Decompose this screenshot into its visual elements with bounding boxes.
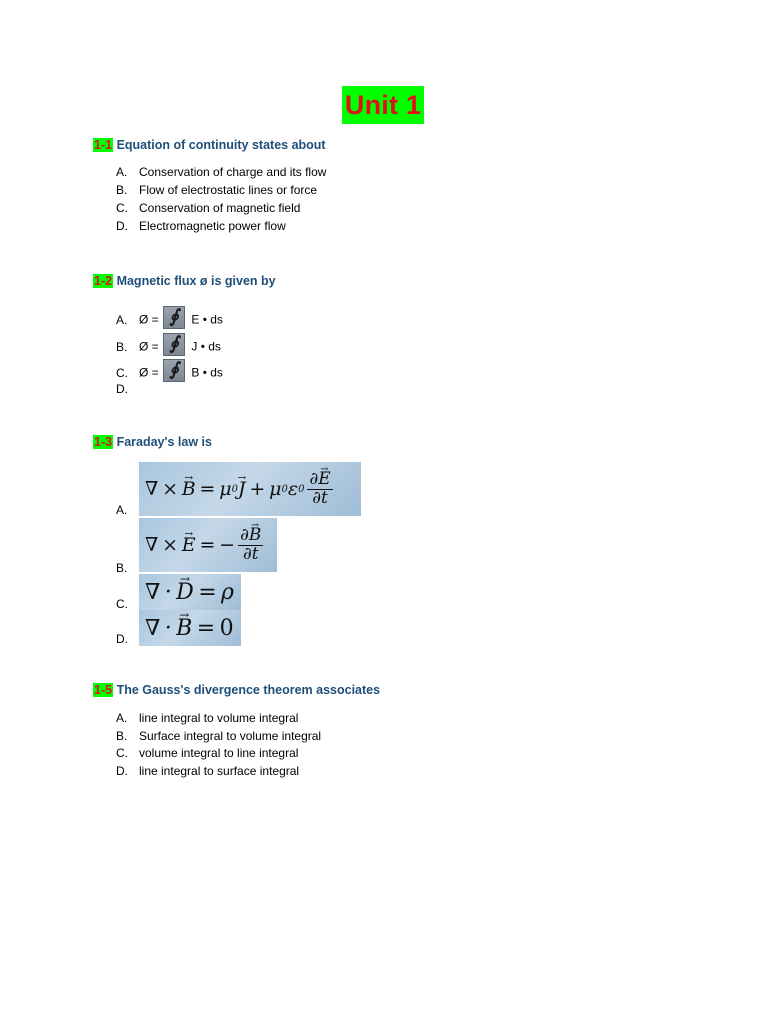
option-1-1-a: A. Conservation of charge and its flow: [116, 165, 327, 179]
option-1-5-c: C. volume integral to line integral: [116, 746, 299, 760]
question-1-3-heading: [93, 435, 212, 449]
option-1-5-b: B. Surface integral to volume integral: [116, 729, 322, 743]
option-1-3-c-letter: C.: [116, 597, 128, 611]
equation-image-faraday: ∇ × → E = − $\frac{\partial\to B}{\partial t}$: [139, 518, 277, 572]
question-text: Faraday's law is: [116, 435, 212, 449]
question-text: Magnetic flux ø is given by: [116, 274, 276, 288]
option-1-1-c: C. Conservation of magnetic field: [116, 201, 301, 215]
question-text: Equation of continuity states about: [116, 138, 326, 152]
question-number: 1-3: [94, 435, 113, 449]
option-1-2-d: D.: [116, 382, 128, 396]
option-1-5-a: A. line integral to volume integral: [116, 711, 299, 725]
option-1-3-a-letter: A.: [116, 503, 128, 517]
question-number: 1-1: [94, 138, 113, 152]
option-1-3-d-letter: D.: [116, 632, 128, 646]
option-1-2-c: C. Ø = ∮ B • ds: [116, 359, 223, 380]
question-1-5-heading: [93, 683, 380, 697]
page-title: Unit 1: [342, 86, 424, 124]
equation-image-ampere-maxwell: ∇ × → B = μ 0 → J + μ 0 ε 0 $\frac{\partial\to E}{\partial t}$: [139, 462, 361, 516]
option-1-1-b: B. Flow of electrostatic lines or force: [116, 183, 318, 197]
option-1-3-b-letter: B.: [116, 561, 128, 575]
question-number: 1-2: [94, 274, 113, 288]
question-number: 1-5: [94, 683, 113, 697]
option-1-5-d: D. line integral to surface integral: [116, 764, 300, 778]
contour-integral-icon: ∮: [163, 333, 185, 356]
question-1-1-heading: [93, 138, 326, 152]
option-1-2-b: B. Ø = ∮ J • ds: [116, 333, 221, 354]
question-text: The Gauss's divergence theorem associates: [116, 683, 381, 697]
question-1-2-heading: [93, 274, 276, 288]
option-1-1-d: D. Electromagnetic power flow: [116, 219, 286, 233]
equation-image-gauss-electric: ∇ · → D = ρ: [139, 574, 241, 610]
option-1-2-a: A. Ø = ∮ E • ds: [116, 306, 223, 327]
equation-image-gauss-magnetic: ∇ · → B = 0: [139, 610, 241, 646]
contour-integral-icon: ∮: [163, 306, 185, 329]
contour-integral-icon: ∮: [163, 359, 185, 382]
